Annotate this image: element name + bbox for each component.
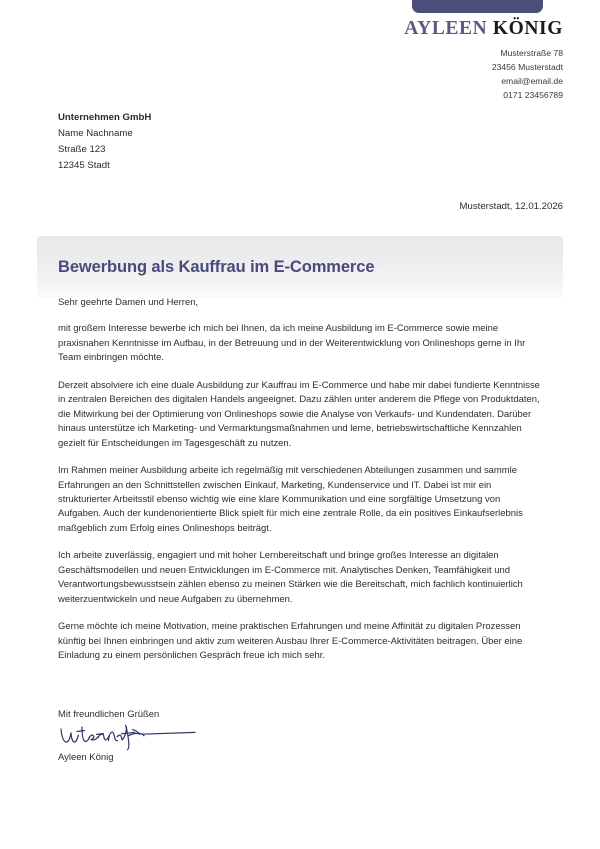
body-paragraph: mit großem Interesse bewerbe ich mich bei Ihnen, da ich meine Ausbildung im E-Commerce sowie meine praxisnahen Kenntnisse im Aufbau, in der Betreuung und in der Weiterentwicklung von Onlineshops gerne in Ihr Team einbringen möchte.	[58, 323, 526, 364]
signature-image	[58, 721, 208, 752]
sender-first-name: AYLEEN	[404, 18, 488, 39]
recipient-company: Unternehmen GmbH	[58, 112, 152, 123]
handwritten-signature-icon	[58, 721, 208, 752]
recipient-name: Name Nachname	[58, 128, 133, 140]
closing-block	[58, 709, 208, 763]
sender-last-name: KÖNIG	[492, 18, 563, 39]
body-paragraph: Im Rahmen meiner Ausbildung arbeite ich regelmäßig mit verschiedenen Abteilungen zusammen und sammle Erfahrungen an den Schnittstellen zwischen Einkauf, Marketing, Kundenservice und IT. Dabei ist mir ein strukturierter Arbeitsstil ebenso wichtig wie eine klare Kommunikation und eine sorgfältige Umsetzung von Aufgaben. Auch der kundenorientierte Blick spielt für mich eine zentrale Rolle, da ein positives Einkaufserlebnis maßgeblich zum Erfolg eines Onlineshops beiträgt.	[58, 465, 523, 534]
letter-body	[58, 296, 545, 677]
sender-name	[404, 18, 563, 39]
recipient-address	[58, 110, 151, 174]
page-title: Bewerbung als Kauffrau im E-Commerce	[58, 258, 375, 276]
recipient-city: 12345 Stadt	[58, 160, 110, 172]
sender-street: Musterstraße 78	[500, 48, 563, 59]
body-paragraph: Derzeit absolviere ich eine duale Ausbildung zur Kauffrau im E-Commerce und habe mir dabei fundierte Kenntnisse in zentralen Bereichen des digitalen Handels angeeignet. Dazu zählen unter anderem die Pflege von Produktdaten, die Mitwirkung bei der Optimierung von Onlineshops sowie die Analyse von Verkaufs- und Kundendaten. Darüber hinaus unterstütze ich Marketing- und Vermarktungsmaßnahmen und lerne, betriebswirtschaftliche Kennzahlen gezielt für Entscheidungen im Tagesgeschäft zu nutzen.	[58, 379, 540, 449]
salutation: Sehr geehrte Damen und Herren,	[58, 297, 199, 308]
closing-phrase: Mit freundlichen Grüßen	[58, 709, 160, 720]
sender-city: 23456 Musterstadt	[491, 62, 563, 73]
date-line: Musterstadt, 12.01.2026	[459, 201, 563, 212]
body-paragraph: Ich arbeite zuverlässig, engagiert und mit hoher Lernbereitschaft und bringe großes Interesse an digitalen Geschäftsmodellen und neuen Entwicklungen im E-Commerce mit. Analytisches Denken, Teamfähigkeit und Verantwortungsbewusstsein zählen ebenso zu meinen Stärken wie die Bereitschaft, mich fachlich kontinuierlich weiterzuentwickeln und neue Aufgaben zu übernehmen.	[58, 550, 523, 605]
signer-name: Ayleen König	[58, 752, 114, 763]
sender-contact-block	[404, 47, 563, 103]
header-accent-tab	[412, 0, 543, 13]
letterhead	[404, 18, 563, 103]
sender-email: email@email.de	[501, 76, 563, 87]
body-paragraph: Gerne möchte ich meine Motivation, meine praktischen Erfahrungen und meine Affinität zu digitalen Prozessen künftig bei Ihnen einbringen und aktiv zum weiteren Ausbau Ihrer E-Commerce-Aktivitäten beitragen. Über eine Einladung zu einem persönlichen Gespräch freue ich mich sehr.	[58, 621, 523, 662]
sender-phone: 0171 23456789	[503, 90, 563, 101]
recipient-street: Straße 123	[58, 144, 106, 156]
